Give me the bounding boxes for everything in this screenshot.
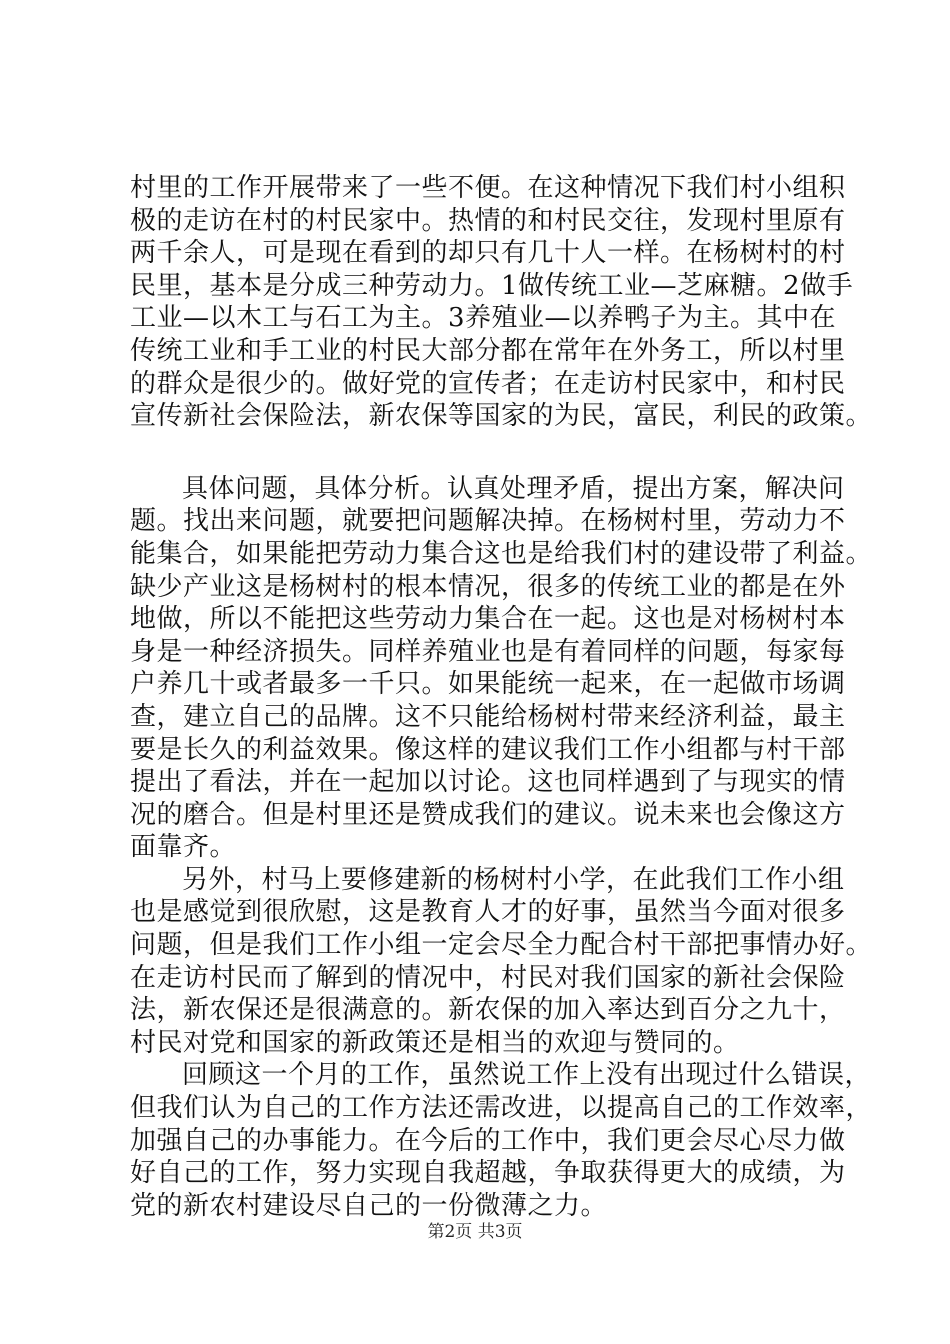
text-line: 的群众是很少的。做好党的宣传者；在走访村民家中，和村民 (130, 368, 846, 399)
text-line: 具体问题，具体分析。认真处理矛盾，提出方案，解决问 (182, 473, 845, 504)
text-line: 缺少产业这是杨树村的根本情况，很多的传统工业的都是在外 (130, 571, 846, 602)
text-line: 面靠齐。 (130, 832, 237, 863)
page-number-label: 第2页 共3页 (427, 1222, 523, 1242)
paragraph-2 (130, 473, 873, 864)
paragraph-3 (130, 864, 873, 1060)
text-line: 传统工业和手工业的村民大部分都在常年在外务工，所以村里 (130, 335, 846, 366)
text-line: 查，建立自己的品牌。这不只能给杨树村带来经济利益，最主 (130, 701, 846, 732)
paragraph-gap (130, 433, 830, 473)
text-line: 也是感觉到很欣慰，这是教育人才的好事，虽然当今面对很多 (130, 897, 846, 928)
text-line: 要是长久的利益效果。像这样的建议我们工作小组都与村干部 (130, 734, 846, 765)
text-line: 户养几十或者最多一千只。如果能统一起来，在一起做市场调 (130, 669, 846, 700)
text-line: 回顾这一个月的工作，虽然说工作上没有出现过什么错误， (182, 1060, 872, 1091)
text-line: 好自己的工作，努力实现自我超越，争取获得更大的成绩，为 (130, 1158, 846, 1189)
text-line: 能集合，如果能把劳动力集合这也是给我们村的建设带了利益。 (130, 538, 873, 569)
text-line: 况的磨合。但是村里还是赞成我们的建议。说未来也会像这方 (130, 799, 846, 830)
document-body (130, 172, 873, 1222)
text-line: 但我们认为自己的工作方法还需改进，以提高自己的工作效率， (130, 1093, 873, 1124)
text-line: 题。找出来问题，就要把问题解决掉。在杨树村里，劳动力不 (130, 506, 846, 537)
text-line: 地做，所以不能把这些劳动力集合在一起。这也是对杨树村本 (130, 604, 846, 635)
text-line: 在走访村民而了解到的情况中，村民对我们国家的新社会保险 (130, 962, 846, 993)
text-line: 提出了看法，并在一起加以讨论。这也同样遇到了与现实的情 (130, 767, 846, 798)
text-line: 极的走访在村的村民家中。热情的和村民交往，发现村里原有 (130, 205, 846, 236)
text-line: 问题，但是我们工作小组一定会尽全力配合村干部把事情办好。 (130, 930, 873, 961)
text-line: 村里的工作开展带来了一些不便。在这种情况下我们村小组积 (130, 173, 846, 203)
text-line: 另外，村马上要修建新的杨树村小学，在此我们工作小组 (182, 864, 845, 895)
paragraph-1 (130, 172, 873, 433)
text-line: 村民对党和国家的新政策还是相当的欢迎与赞同的。 (130, 1027, 740, 1058)
text-line: 党的新农村建设尽自己的一份微薄之力。 (130, 1190, 608, 1221)
paragraph-4 (130, 1059, 873, 1222)
text-line: 宣传新社会保险法，新农保等国家的为民，富民，利民的政策。 (130, 401, 873, 432)
text-line: 法，新农保还是很满意的。新农保的加入率达到百分之九十， (130, 995, 846, 1026)
text-line: 身是一种经济损失。同样养殖业也是有着同样的问题，每家每 (130, 636, 846, 667)
text-line: 工业—以木工与石工为主。3养殖业—以养鸭子为主。其中在 (130, 303, 837, 334)
text-line: 加强自己的办事能力。在今后的工作中，我们更会尽心尽力做 (130, 1125, 846, 1156)
page-footer (0, 1217, 950, 1242)
text-line: 民里，基本是分成三种劳动力。1做传统工业—芝麻糖。2做手 (130, 270, 854, 301)
text-line: 两千余人，可是现在看到的却只有几十人一样。在杨树村的村 (130, 238, 846, 269)
